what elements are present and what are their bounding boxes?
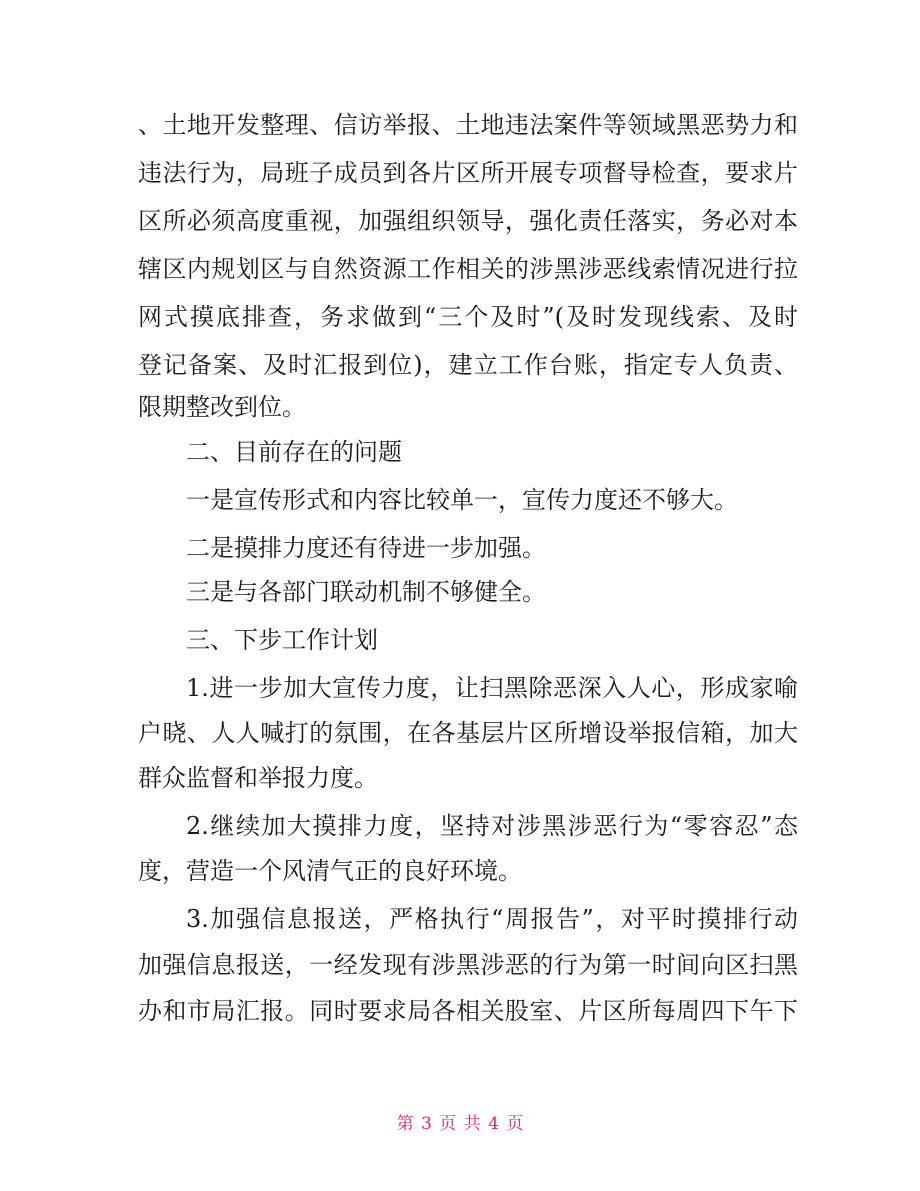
section-heading: 三、下步工作计划 (186, 626, 378, 654)
paragraph-line: 2.继续加大摸排力度，坚持对涉黑涉恶行为“零容忍”态 (186, 812, 798, 840)
paragraph-line: 办和市局汇报。同时要求局各相关股室、片区所每周四下午下 (138, 997, 798, 1025)
paragraph-line: 违法行为，局班子成员到各片区所开展专项督导检查，要求片 (138, 159, 798, 187)
paragraph-line: 区所必须高度重视，加强组织领导，强化责任落实，务必对本 (138, 207, 798, 235)
paragraph-line: 1.进一步加大宣传力度，让扫黑除恶深入人心，形成家喻 (186, 674, 798, 702)
paragraph-line: 3.加强信息报送，严格执行“周报告”，对平时摸排行动 (186, 905, 798, 933)
paragraph-line: 辖区内规划区与自然资源工作相关的涉黑涉恶线索情况进行拉 (138, 255, 798, 283)
paragraph-line: 、土地开发整理、信访举报、土地违法案件等领域黑恶势力和 (138, 111, 798, 139)
paragraph-line: 一是宣传形式和内容比较单一，宣传力度还不够大。 (186, 486, 738, 514)
paragraph-line: 网式摸底排查，务求做到“三个及时”(及时发现线索、及时 (138, 303, 798, 331)
paragraph-line: 加强信息报送，一经发现有涉黑涉恶的行为第一时间向区扫黑 (138, 951, 798, 979)
paragraph-line: 群众监督和举报力度。 (138, 764, 378, 792)
section-heading: 二、目前存在的问题 (186, 438, 402, 466)
paragraph-line: 限期整改到位。 (138, 393, 306, 421)
page-number-footer: 第 3 页 共 4 页 (396, 1114, 524, 1134)
paragraph-line: 度，营造一个风清气正的良好环境。 (138, 857, 522, 885)
paragraph-line: 二是摸排力度还有待进一步加强。 (186, 534, 546, 562)
paragraph-line: 登记备案、及时汇报到位)，建立工作台账，指定专人负责、 (138, 351, 798, 379)
paragraph-line: 户晓、人人喊打的氛围，在各基层片区所增设举报信箱，加大 (138, 719, 798, 747)
paragraph-line: 三是与各部门联动机制不够健全。 (186, 578, 546, 606)
